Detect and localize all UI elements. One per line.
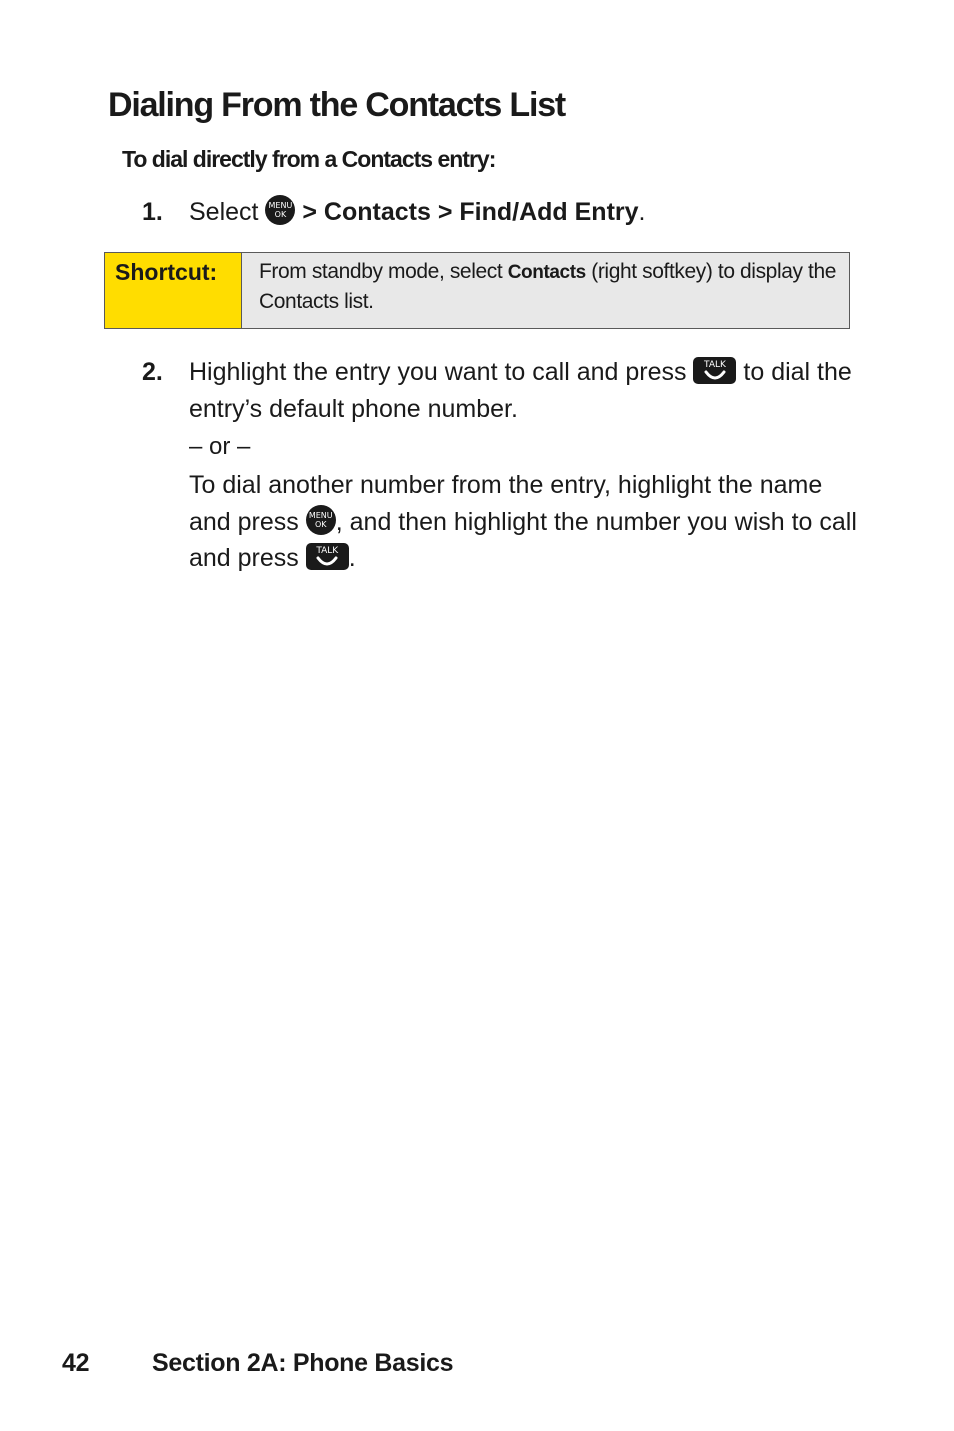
or-separator: – or – bbox=[189, 433, 251, 460]
step-1-text bbox=[189, 194, 864, 231]
step-2-line-a: Highlight the entry you want to call and press bbox=[189, 358, 694, 386]
step-number: 2. bbox=[142, 358, 163, 386]
section-title: Section 2A: Phone Basics bbox=[152, 1349, 454, 1377]
step-2-text bbox=[189, 354, 864, 577]
menu-path: > Contacts > Find/Add Entry bbox=[302, 198, 639, 226]
shortcut-text bbox=[242, 253, 849, 328]
talk-key-label: TALK bbox=[704, 359, 726, 370]
page-footer bbox=[62, 1349, 454, 1378]
ok-key-label: OK bbox=[274, 210, 287, 220]
menu-ok-key-icon bbox=[265, 195, 295, 225]
step-1-period: . bbox=[638, 198, 646, 226]
page-number: 42 bbox=[62, 1349, 90, 1377]
step-2-alt-c: . bbox=[348, 544, 356, 572]
shortcut-box bbox=[104, 252, 850, 329]
talk-key-icon bbox=[693, 357, 736, 384]
page-title: Dialing From the Contacts List bbox=[108, 86, 566, 124]
menu-key-label: MENU bbox=[308, 510, 333, 520]
talk-key-icon bbox=[306, 543, 349, 570]
shortcut-text-before: From standby mode, select bbox=[259, 260, 508, 283]
shortcut-label: Shortcut: bbox=[105, 253, 242, 328]
step-2-alt-a: To dial another number from the entry, highlight the name and press bbox=[189, 471, 823, 536]
step-2-line-b: to dial the entry’s default phone number. bbox=[189, 358, 852, 423]
menu-ok-key-icon bbox=[306, 505, 336, 535]
ok-key-label: OK bbox=[314, 519, 327, 529]
talk-key-label: TALK bbox=[316, 545, 339, 556]
procedure-heading: To dial directly from a Contacts entry: bbox=[122, 146, 496, 172]
shortcut-contacts: Contacts bbox=[507, 262, 586, 283]
menu-key-label: MENU bbox=[268, 201, 293, 211]
step-number: 1. bbox=[142, 198, 163, 226]
select-text: Select bbox=[189, 198, 259, 226]
step-2-alt-b: , and then highlight the number you wish to call and press bbox=[189, 507, 857, 572]
shortcut-text-after: (right softkey) to display the Contacts list. bbox=[259, 260, 837, 313]
